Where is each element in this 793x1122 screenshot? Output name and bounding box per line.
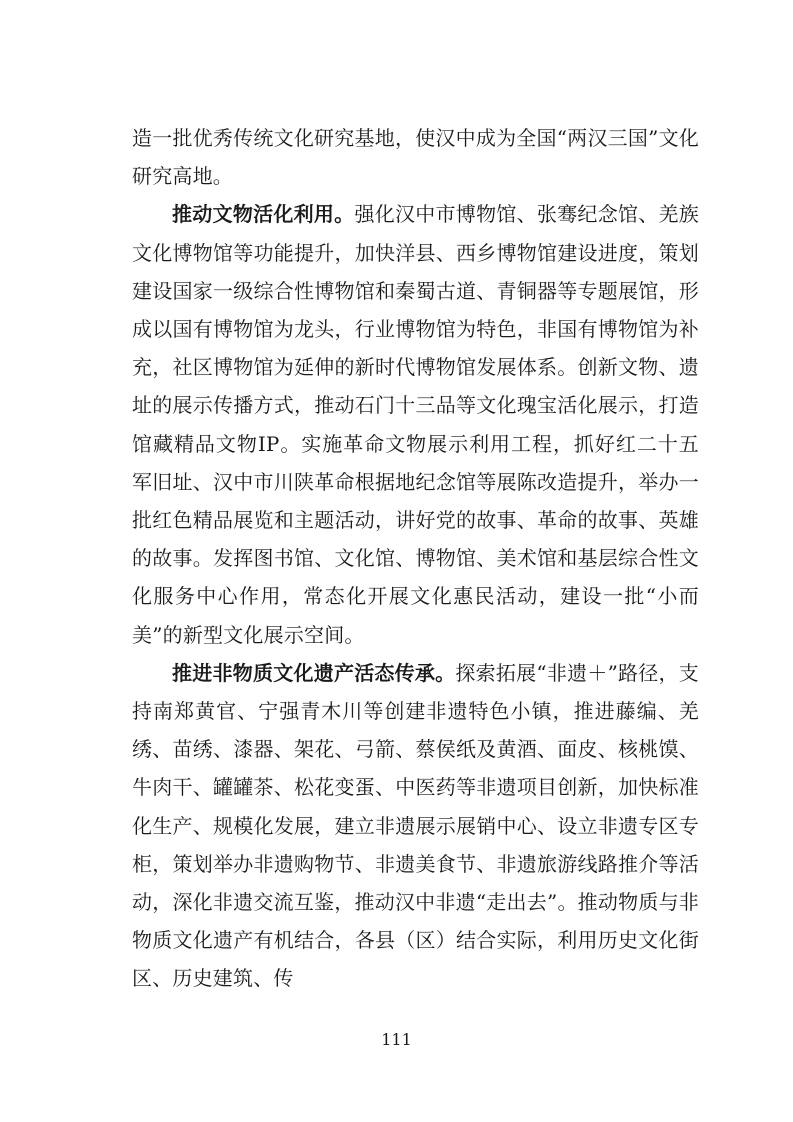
body-text <box>132 119 699 998</box>
paragraph-intangible-heritage <box>132 654 699 998</box>
paragraph-text: 强化汉中市博物馆、张骞纪念馆、羌族文化博物馆等功能提升，加快洋县、西乡博物馆建设进度，策划建设国家一级综合性博物馆和秦蜀古道、青铜器等专题展馆，形成以国有博物馆为龙头，行业博物馆为特色，非国有博物馆为补充，社区博物馆为延伸的新时代博物馆发展体系。创新文物、遗址的展示传播方式，推动石门十三品等文化瑰宝活化展示，打造馆藏精品文物IP。实施革命文物展示利用工程，抓好红二十五军旧址、汉中市川陕革命根据地纪念馆等展陈改造提升，举办一批红色精品展览和主题活动，讲好党的故事、革命的故事、英雄的故事。发挥图书馆、文化馆、博物馆、美术馆和基层综合性文化服务中心作用，常态化开展文化惠民活动，建设一批“小而美”的新型文化展示空间。 <box>132 202 699 647</box>
paragraph-text: 造一批优秀传统文化研究基地，使汉中成为全国“两汉三国”文化研究高地。 <box>132 126 699 189</box>
paragraph-continued <box>132 119 699 195</box>
paragraph-heading: 推动文物活化利用。 <box>172 202 355 227</box>
page-number: 111 <box>381 1030 412 1049</box>
paragraph-text: 探索拓展“非遗＋”路径，支持南郑黄官、宁强青木川等创建非遗特色小镇，推进藤编、羌绣、苗绣、漆器、架花、弓箭、蔡侯纸及黄酒、面皮、核桃馍、牛肉干、罐罐茶、松花变蛋、中医药等非遗项目创新，加快标准化生产、规模化发展，建立非遗展示展销中心、设立非遗专区专柜，策划举办非遗购物节、非遗美食节、非遗旅游线路推介等活动，深化非遗交流互鉴，推动汉中非遗“走出去”。推动物质与非物质文化遗产有机结合，各县（区）结合实际，利用历史文化街区、历史建筑、传 <box>132 660 699 991</box>
paragraph-heading: 推进非物质文化遗产活态传承。 <box>172 660 456 685</box>
paragraph-cultural-relics <box>132 195 699 653</box>
